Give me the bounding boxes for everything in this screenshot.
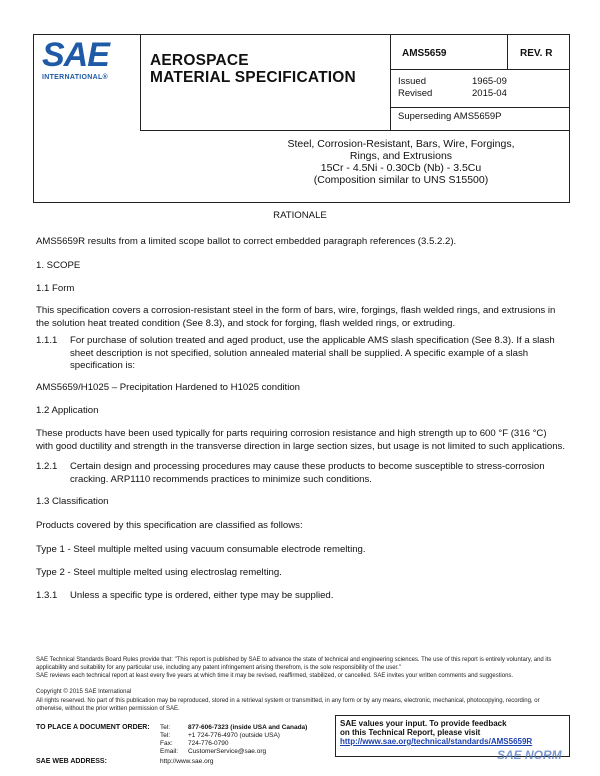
section-1-1-1-text: For purchase of solution treated and aged product, use the applicable AMS slash specification (See 8.3). If a slash sheet description is not specified, solution annealed material shall be supplied. A specific example of a slash specification is: [70,335,555,372]
feedback-link[interactable]: http://www.sae.org/technical/standards/AMS5659R [340,737,533,746]
section-1-2-text: These products have been used typically for parts requiring corrosion resistance and high strength up to 600 °F (316 °C) with good ductility and strength in the transverse direction in large section sizes, but usage is not limited to such applications. [36,428,566,452]
section-1-3-text: Products covered by this specification are classified as follows: [36,520,303,531]
order-label: TO PLACE A DOCUMENT ORDER: [36,724,150,731]
feedback-line-1: SAE values your input. To provide feedback [340,719,507,728]
section-1-1-1-number: 1.1.1 [36,335,58,346]
section-1-heading: 1. SCOPE [36,260,81,271]
section-1-1-heading: 1.1 Form [36,283,75,294]
section-1-3-1-text: Unless a specific type is ordered, either type may be supplied. [70,590,334,601]
section-1-2-heading: 1.2 Application [36,405,99,416]
section-1-2-1-number: 1.2.1 [36,461,58,472]
web-address-label: SAE WEB ADDRESS: [36,758,107,765]
tel-value: 877-606-7323 (inside USA and Canada) [188,724,308,731]
rationale-text: AMS5659R results from a limited scope ballot to correct embedded paragraph references (3.5.2.2). [36,236,457,247]
type-1-definition: Type 1 - Steel multiple melted using vacuum consumable electrode remelting. [36,544,366,555]
tel-label: Tel: [160,724,171,731]
rights-notice: All rights reserved. No part of this publication may be reproduced, stored in a retrieval system or transmitted, in any form or by any means, electronic, mechanical, photocopying, recording, or otherwise, without the prior written permission of SAE. [36,698,540,712]
tel2-value: +1 724-776-4970 (outside USA) [188,732,280,739]
email-label: Email: [160,748,179,755]
revision-label: REV. R [520,48,553,59]
material-subject: Steel, Corrosion-Resistant, Bars, Wire, Forgings, Rings, and Extrusions 15Cr - 4.5Ni - 0.30Cb (Nb) - 3.5Cu (Composition similar to UNS S15500) [287,138,515,186]
tel2-label: Tel: [160,732,171,739]
legal-notice: SAE Technical Standards Board Rules provide that: "This report is published by SAE to advance the state of technical and engineering sciences. The use of this report is entirely voluntary, and its applicability and suitability for any particular use, including any patent infringement arising therefrom, is the sole responsibility of the user." [36,657,552,671]
superseding-note: Superseding AMS5659P [398,111,502,122]
section-1-2-1-text: Certain design and processing procedures may cause these products to become susceptible to stress-corrosion cracking. ARP1110 recommends practices to minimize such conditions. [70,461,545,485]
rationale-heading: RATIONALE [273,210,327,221]
copyright: Copyright © 2015 SAE International [36,689,132,695]
fax-value: 724-776-0790 [188,740,229,747]
type-2-definition: Type 2 - Steel multiple melted using electroslag remelting. [36,567,282,578]
document-number: AMS5659 [402,48,447,59]
sae-logo-subtitle: INTERNATIONAL® [42,74,109,81]
feedback-line-2: on this Technical Report, please visit [340,728,481,737]
issued-label: Issued [398,76,426,87]
email-link[interactable]: CustomerService@sae.org [188,748,267,755]
sae-logo: SAE [42,36,109,74]
web-address-link[interactable]: http://www.sae.org [160,758,214,765]
watermark: SAE NORM [497,748,562,762]
fax-label: Fax: [160,740,173,747]
revised-label: Revised [398,88,433,99]
section-1-3-1-number: 1.3.1 [36,590,58,601]
revised-date: 2015-04 [472,88,507,99]
document-type-title: AEROSPACE MATERIAL SPECIFICATION [150,52,356,86]
section-1-3-heading: 1.3 Classification [36,496,109,507]
review-notice: SAE reviews each technical report at least every five years at which time it may be revised, reaffirmed, stabilized, or cancelled. SAE invites your written comments and suggestions. [36,673,514,679]
section-1-1-text: This specification covers a corrosion-resistant steel in the form of bars, wire, forgings, flash welded rings, and extrusions in the solution heat treated condition (See 8.3), and stock for forging, flash welded rings, or extruding. [36,305,556,329]
issued-date: 1965-09 [472,76,507,87]
slash-spec-example: AMS5659/H1025 – Precipitation Hardened to H1025 condition [36,382,301,393]
